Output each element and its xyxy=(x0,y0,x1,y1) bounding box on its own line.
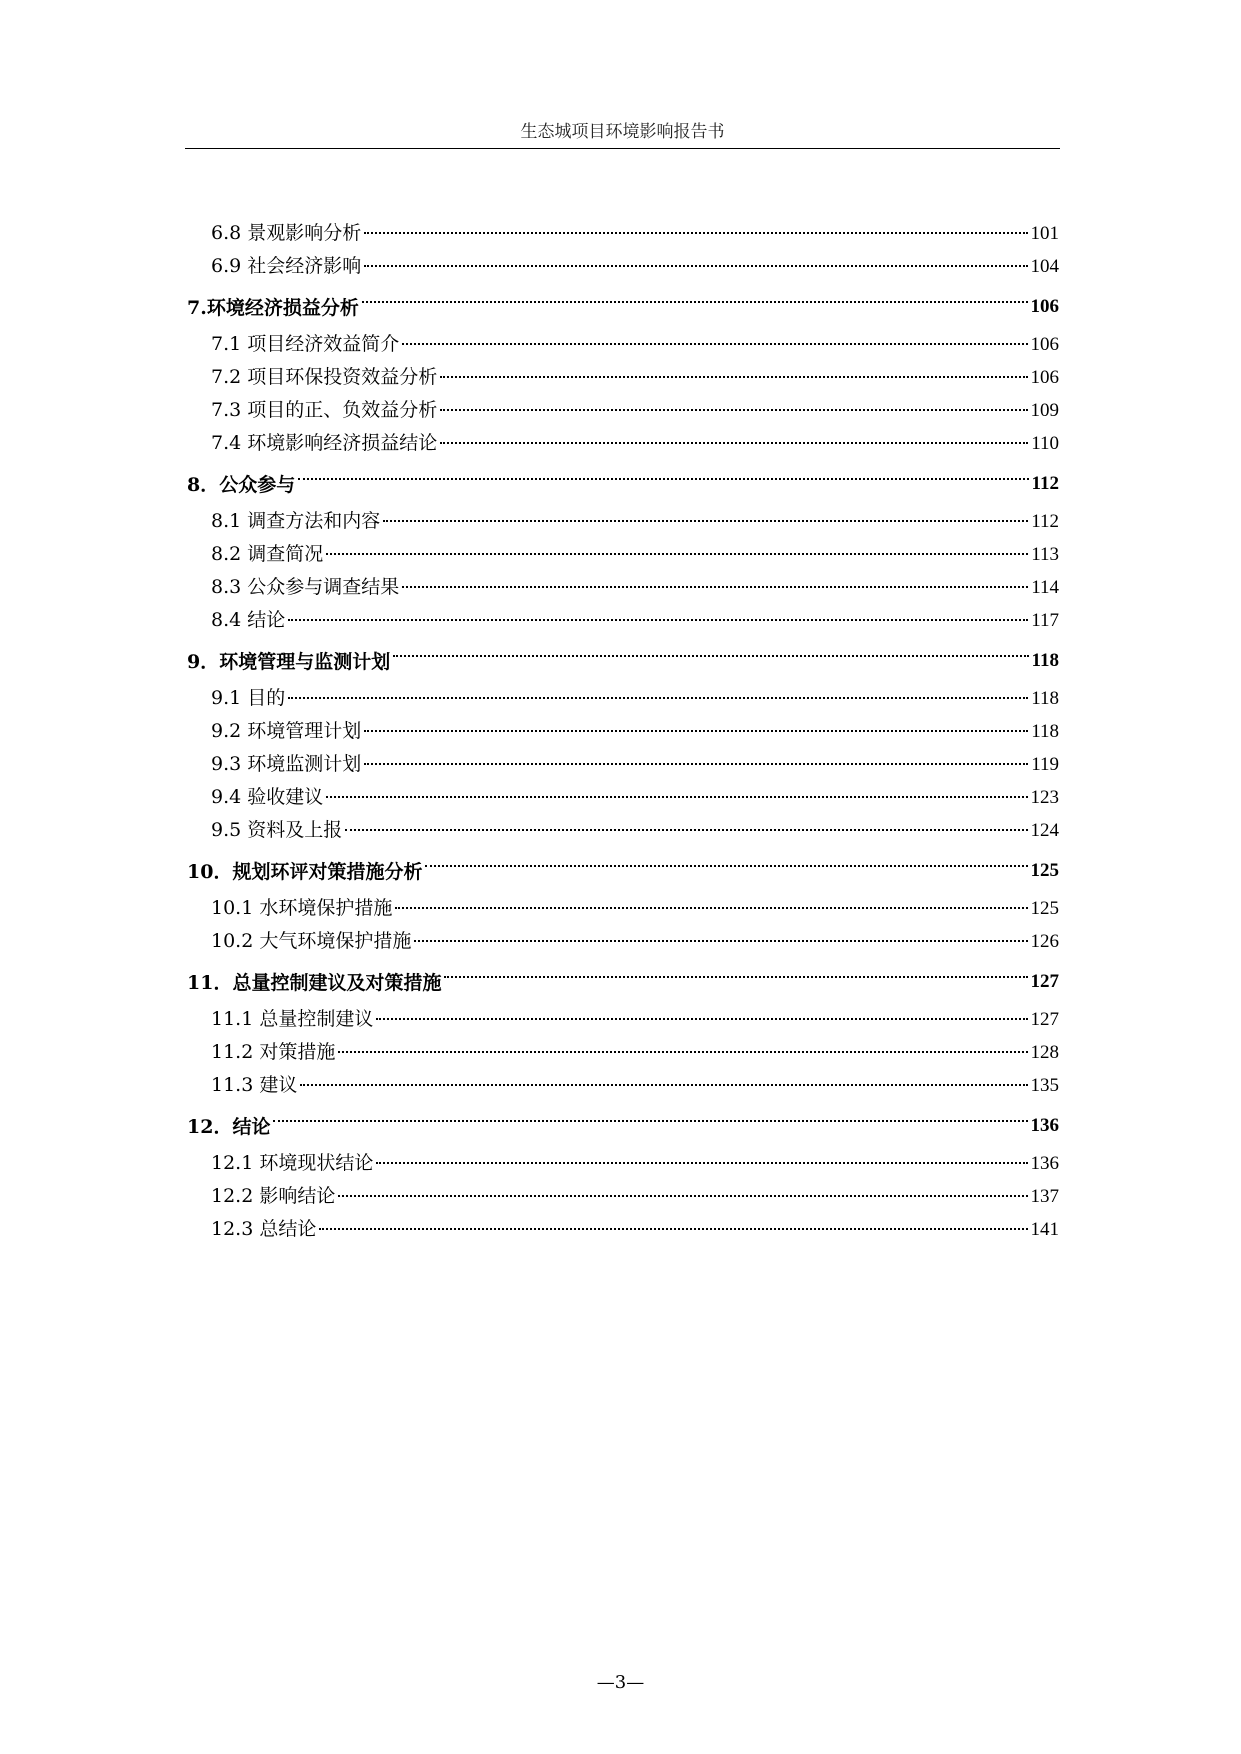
toc-entry-page: 117 xyxy=(1031,610,1059,631)
report-title: 生态城项目环境影响报告书 xyxy=(520,122,725,142)
toc-entry-page: 106 xyxy=(1030,295,1059,317)
toc-chapter-entry[interactable] xyxy=(187,638,1059,683)
page-number: —3— xyxy=(596,1672,645,1693)
toc-dot-leader xyxy=(338,1051,1027,1053)
toc-entry-title: 7.3 项目的正、负效益分析 xyxy=(211,399,438,421)
toc-entry-page: 113 xyxy=(1031,544,1059,565)
toc-entry-page: 128 xyxy=(1030,1042,1059,1063)
toc-entry-page: 110 xyxy=(1031,433,1059,454)
toc-dot-leader xyxy=(319,1228,1027,1230)
toc-chapter-entry[interactable] xyxy=(187,1103,1059,1148)
toc-dot-leader xyxy=(425,865,1027,867)
toc-entry-page: 101 xyxy=(1030,223,1059,244)
toc-dot-leader xyxy=(326,796,1027,798)
toc-dot-leader xyxy=(440,376,1027,378)
toc-entry-page: 135 xyxy=(1030,1075,1059,1096)
toc-section-entry[interactable] xyxy=(187,395,1059,428)
toc-dot-leader xyxy=(402,586,1028,588)
toc-dot-leader xyxy=(402,343,1027,345)
toc-entry-title: 7.2 项目环保投资效益分析 xyxy=(211,366,438,388)
toc-dot-leader xyxy=(376,1018,1027,1020)
toc-entry-page: 119 xyxy=(1031,754,1059,775)
toc-dot-leader xyxy=(362,301,1028,303)
toc-dot-leader xyxy=(273,1120,1027,1122)
toc-dot-leader xyxy=(298,478,1028,480)
toc-section-entry[interactable] xyxy=(187,1070,1059,1103)
toc-entry-title: 7.环境经济损益分析 xyxy=(187,297,359,319)
toc-entry-title: 8.2 调查简况 xyxy=(211,543,324,565)
toc-entry-title: 7.4 环境影响经济损益结论 xyxy=(211,432,438,454)
toc-entry-page: 106 xyxy=(1030,334,1059,355)
toc-entry-title: 10.2 大气环境保护措施 xyxy=(211,930,412,952)
toc-dot-leader xyxy=(345,829,1027,831)
toc-dot-leader xyxy=(364,730,1028,732)
toc-entry-title: 8．公众参与 xyxy=(187,474,296,496)
toc-entry-page: 124 xyxy=(1030,820,1059,841)
toc-entry-title: 12.2 影响结论 xyxy=(211,1185,336,1207)
toc-section-entry[interactable] xyxy=(187,605,1059,638)
toc-entry-page: 118 xyxy=(1031,649,1059,671)
toc-section-entry[interactable] xyxy=(187,362,1059,395)
toc-section-entry[interactable] xyxy=(187,1004,1059,1037)
toc-entry-page: 112 xyxy=(1031,472,1059,494)
toc-dot-leader xyxy=(338,1195,1027,1197)
toc-entry-page: 109 xyxy=(1030,400,1059,421)
toc-section-entry[interactable] xyxy=(187,329,1059,362)
toc-entry-page: 126 xyxy=(1030,931,1059,952)
toc-dot-leader xyxy=(288,619,1028,621)
toc-section-entry[interactable] xyxy=(187,782,1059,815)
toc-dot-leader xyxy=(288,697,1028,699)
toc-dot-leader xyxy=(364,265,1027,267)
toc-section-entry[interactable] xyxy=(187,428,1059,461)
toc-section-entry[interactable] xyxy=(187,749,1059,782)
toc-dot-leader xyxy=(376,1162,1027,1164)
toc-entry-page: 104 xyxy=(1030,256,1059,277)
toc-entry-title: 12.3 总结论 xyxy=(211,1218,317,1240)
toc-entry-title: 11．总量控制建议及对策措施 xyxy=(187,972,442,994)
toc-entry-page: 118 xyxy=(1031,688,1059,709)
toc-section-entry[interactable] xyxy=(187,506,1059,539)
toc-entry-title: 8.4 结论 xyxy=(211,609,286,631)
toc-entry-page: 136 xyxy=(1030,1153,1059,1174)
toc-entry-page: 136 xyxy=(1030,1114,1059,1136)
toc-entry-title: 9.5 资料及上报 xyxy=(211,819,343,841)
toc-section-entry[interactable] xyxy=(187,1181,1059,1214)
toc-section-entry[interactable] xyxy=(187,539,1059,572)
toc-entry-title: 10.1 水环境保护措施 xyxy=(211,897,393,919)
toc-entry-title: 11.2 对策措施 xyxy=(211,1041,336,1063)
toc-entry-page: 114 xyxy=(1031,577,1059,598)
toc-entry-page: 125 xyxy=(1030,898,1059,919)
toc-section-entry[interactable] xyxy=(187,1148,1059,1181)
toc-entry-title: 7.1 项目经济效益简介 xyxy=(211,333,400,355)
toc-entry-page: 127 xyxy=(1030,970,1059,992)
toc-entry-title: 9.2 环境管理计划 xyxy=(211,720,362,742)
toc-entry-page: 127 xyxy=(1030,1009,1059,1030)
toc-dot-leader xyxy=(444,976,1027,978)
toc-entry-title: 11.1 总量控制建议 xyxy=(211,1008,374,1030)
toc-entry-title: 10．规划环评对策措施分析 xyxy=(187,861,423,883)
toc-section-entry[interactable] xyxy=(187,716,1059,749)
toc-dot-leader xyxy=(395,907,1027,909)
toc-dot-leader xyxy=(440,442,1028,444)
toc-entry-title: 6.9 社会经济影响 xyxy=(211,255,362,277)
toc-section-entry[interactable] xyxy=(187,926,1059,959)
toc-entry-page: 123 xyxy=(1030,787,1059,808)
toc-section-entry[interactable] xyxy=(187,1037,1059,1070)
toc-dot-leader xyxy=(300,1084,1027,1086)
toc-entry-title: 6.8 景观影响分析 xyxy=(211,222,362,244)
toc-entry-title: 8.1 调查方法和内容 xyxy=(211,510,381,532)
table-of-contents xyxy=(187,218,1059,1247)
toc-dot-leader xyxy=(393,655,1028,657)
toc-dot-leader xyxy=(414,940,1027,942)
toc-section-entry[interactable] xyxy=(187,1214,1059,1247)
toc-entry-page: 137 xyxy=(1030,1186,1059,1207)
toc-entry-page: 118 xyxy=(1031,721,1059,742)
toc-entry-page: 141 xyxy=(1030,1219,1059,1240)
toc-chapter-entry[interactable] xyxy=(187,959,1059,1004)
toc-dot-leader xyxy=(383,520,1028,522)
toc-dot-leader xyxy=(440,409,1027,411)
toc-dot-leader xyxy=(364,763,1028,765)
toc-section-entry[interactable] xyxy=(187,893,1059,926)
toc-entry-title: 9.3 环境监测计划 xyxy=(211,753,362,775)
toc-section-entry[interactable] xyxy=(187,572,1059,605)
toc-entry-title: 9.1 目的 xyxy=(211,687,286,709)
page-header xyxy=(185,118,1060,149)
toc-entry-title: 11.3 建议 xyxy=(211,1074,298,1096)
toc-section-entry[interactable] xyxy=(187,218,1059,251)
toc-entry-page: 112 xyxy=(1031,511,1059,532)
toc-entry-title: 12.1 环境现状结论 xyxy=(211,1152,374,1174)
toc-section-entry[interactable] xyxy=(187,683,1059,716)
toc-dot-leader xyxy=(326,553,1028,555)
toc-chapter-entry[interactable] xyxy=(187,284,1059,329)
toc-entry-title: 9.4 验收建议 xyxy=(211,786,324,808)
toc-chapter-entry[interactable] xyxy=(187,461,1059,506)
toc-entry-title: 8.3 公众参与调查结果 xyxy=(211,576,400,598)
toc-entry-page: 106 xyxy=(1030,367,1059,388)
toc-section-entry[interactable] xyxy=(187,815,1059,848)
toc-entry-title: 9．环境管理与监测计划 xyxy=(187,651,391,673)
toc-dot-leader xyxy=(364,232,1027,234)
toc-section-entry[interactable] xyxy=(187,251,1059,284)
toc-entry-title: 12．结论 xyxy=(187,1116,271,1138)
toc-entry-page: 125 xyxy=(1030,859,1059,881)
toc-chapter-entry[interactable] xyxy=(187,848,1059,893)
